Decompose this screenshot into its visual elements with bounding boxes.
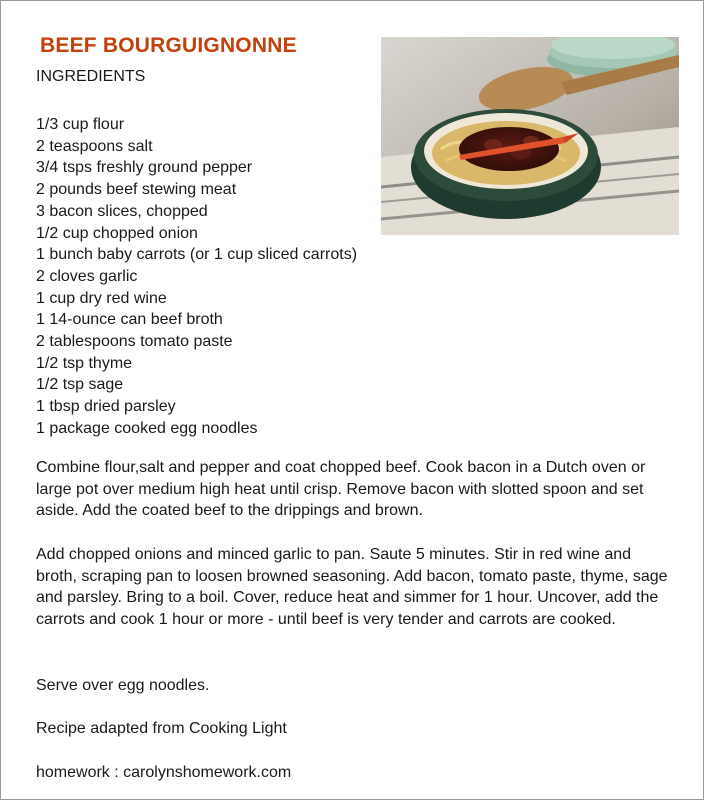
ingredient-item: 3 bacon slices, chopped	[36, 202, 208, 220]
recipe-title: BEEF BOURGUIGNONNE	[40, 34, 297, 57]
direction-step-1: Combine flour,salt and pepper and coat chopped beef. Cook bacon in a Dutch oven or large pot over medium high heat until crisp. Remove bacon with slotted spoon and set aside. Add the coated beef to the drippings and brown.	[36, 459, 646, 520]
ingredient-item: 2 teaspoons salt	[36, 137, 153, 155]
ingredient-item: 1/2 tsp thyme	[36, 354, 133, 372]
direction-step-2: Add chopped onions and minced garlic to pan. Saute 5 minutes. Stir in red wine and broth, scraping pan to loosen browned seasoning. Add bacon, tomato paste, thyme, sage and parsley. Bring to a boil. Cover, reduce heat and simmer for 1 hour. Uncover, add the carrots and cook 1 hour or more - until beef is very tender and carrots are cooked.	[36, 546, 668, 629]
recipe-credit: Recipe adapted from Cooking Light	[36, 720, 287, 737]
ingredient-item: 1 14-ounce can beef broth	[36, 311, 223, 329]
ingredient-item: 2 pounds beef stewing meat	[36, 181, 237, 199]
ingredient-item: 1 bunch baby carrots (or 1 cup sliced carrots)	[36, 246, 358, 264]
ingredient-item: 1 cup dry red wine	[36, 289, 167, 307]
ingredient-item: 3/4 tsps freshly ground pepper	[36, 159, 253, 177]
ingredients-heading: INGREDIENTS	[36, 68, 146, 85]
ingredient-item: 1/3 cup flour	[36, 116, 125, 133]
serving-note: Serve over egg noodles.	[36, 677, 210, 694]
ingredient-item: 2 tablespoons tomato paste	[36, 333, 233, 351]
ingredient-item: 1/2 tsp sage	[36, 376, 124, 394]
ingredients-list	[36, 114, 357, 440]
source-link[interactable]: homework : carolynshomework.com	[36, 764, 292, 781]
ingredient-item: 1 tbsp dried parsley	[36, 398, 176, 416]
ingredient-item: 1/2 cup chopped onion	[36, 224, 198, 242]
beef-bourguignonne-photo	[381, 37, 679, 235]
ingredient-item: 2 cloves garlic	[36, 267, 138, 285]
ingredient-item: 1 package cooked egg noodles	[36, 419, 258, 437]
recipe-photo	[381, 37, 679, 235]
